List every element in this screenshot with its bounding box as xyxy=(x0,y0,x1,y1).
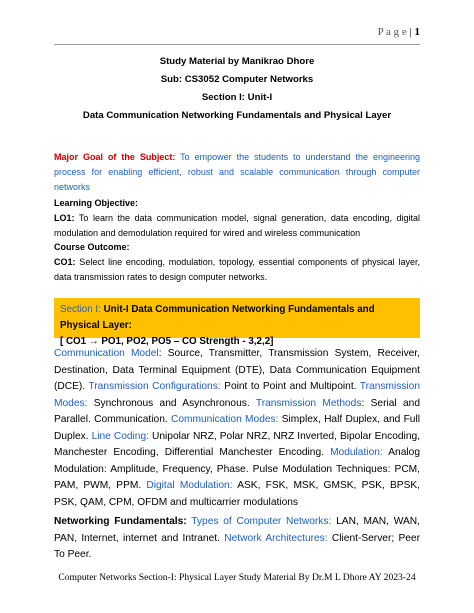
comm-model-text: : Source, Transmitter, Transmission System, Receiver, Destination, Data Terminal Equipment (DTE), Data Communication Equipment (DCE). xyxy=(54,348,420,392)
modulation-text: Analog Modulation: Amplitude, Frequency, Phase. Pulse Modulation Techniques: PCM, PAM, PWM, PPM. xyxy=(54,447,420,491)
page-number-header xyxy=(378,26,420,38)
page-separator: | xyxy=(409,26,412,38)
comm-modes-text: Simplex, Half Duplex, and Full Duplex. xyxy=(54,414,420,442)
trans-config-label: Transmission Configurations: xyxy=(88,381,221,392)
section-banner xyxy=(54,298,420,347)
page-label: P a g e xyxy=(377,26,407,38)
digital-mod-text: ASK, FSK, MSK, GMSK, PSK, BPSK, PSK, QAM, CPM, OFDM and multicarrier modulations xyxy=(54,480,420,508)
lo1-label: LO1: xyxy=(54,213,75,223)
trans-methods-label: Transmission Methods xyxy=(255,397,362,409)
learning-heading: Learning Objective: xyxy=(54,198,139,208)
section-title: Unit-I Data Communication Networking Fundamentals and Physical Layer: xyxy=(60,304,375,331)
document-title: Data Communication Networking Fundamentals and Physical Layer xyxy=(82,110,392,121)
arch-text: Client-Server; Peer To Peer. xyxy=(54,532,420,560)
section-title-line xyxy=(60,302,414,334)
course-outcome xyxy=(54,240,420,285)
subject-line: Sub: CS3052 Computer Networks xyxy=(160,74,314,85)
trans-modes-label: Transmission Modes: xyxy=(54,381,420,409)
goal-text: To empower the students to understand the engineering process for enabling efficient, robust and scalable communication through computer networks xyxy=(54,152,420,192)
digital-mod-label: Digital Modulation: xyxy=(146,480,233,491)
goal-label: Major Goal of the Subject: xyxy=(54,152,176,162)
comm-modes-label: Communication Modes: xyxy=(170,414,279,425)
page-footer: Computer Networks Section-I: Physical Layer Study Material By Dr.M L Dhore AY 2023-24 xyxy=(58,572,416,583)
co1-paragraph xyxy=(54,255,420,285)
author-line: Study Material by Manikrao Dhore xyxy=(159,56,315,67)
header-rule xyxy=(54,44,420,45)
arch-label: Network Architectures: xyxy=(224,532,328,544)
content-paragraph xyxy=(54,346,420,511)
trans-methods-text: : Serial and Parallel. Communication. xyxy=(54,397,420,425)
comm-model-label: Communication Model xyxy=(54,348,159,359)
course-heading: Course Outcome: xyxy=(54,242,130,252)
lo1-text: To learn the data communication model, signal generation, data encoding, digital modulation and demodulation required for wired and wireless communication xyxy=(54,213,420,238)
networking-label: Networking Fundamentals: xyxy=(54,516,187,527)
types-label: Types of Computer Networks: xyxy=(186,516,332,527)
section-mapping: [ CO1 → PO1, PO2, PO5 – CO Strength - 3,2,2] xyxy=(60,336,274,347)
types-text: LAN, MAN, WAN, PAN, Internet, internet and Intranet. xyxy=(54,516,420,544)
section-line: Section I: Unit-I xyxy=(201,92,273,103)
page-number: 1 xyxy=(414,26,420,38)
trans-config-text: Point to Point and Multipoint. xyxy=(220,381,360,392)
networking-paragraph xyxy=(54,514,420,564)
learning-objective xyxy=(54,196,420,241)
modulation-label: Modulation: xyxy=(330,447,383,458)
major-goal xyxy=(54,150,420,195)
line-coding-label: Line Coding: xyxy=(91,430,149,442)
co1-label: CO1: xyxy=(54,257,76,267)
section-label: Section I: xyxy=(60,304,101,315)
co1-text: Select line encoding, modulation, topology, essential components of physical layer, data transmission rates to design computer networks. xyxy=(54,257,420,282)
lo1-paragraph xyxy=(54,211,420,241)
trans-modes-text: Synchronous and Asynchronous. xyxy=(87,397,256,409)
line-coding-text: Unipolar NRZ, Polar NRZ, NRZ Inverted, Bipolar Encoding, Manchester Encoding, Differential Manchester Encoding. xyxy=(54,430,420,458)
